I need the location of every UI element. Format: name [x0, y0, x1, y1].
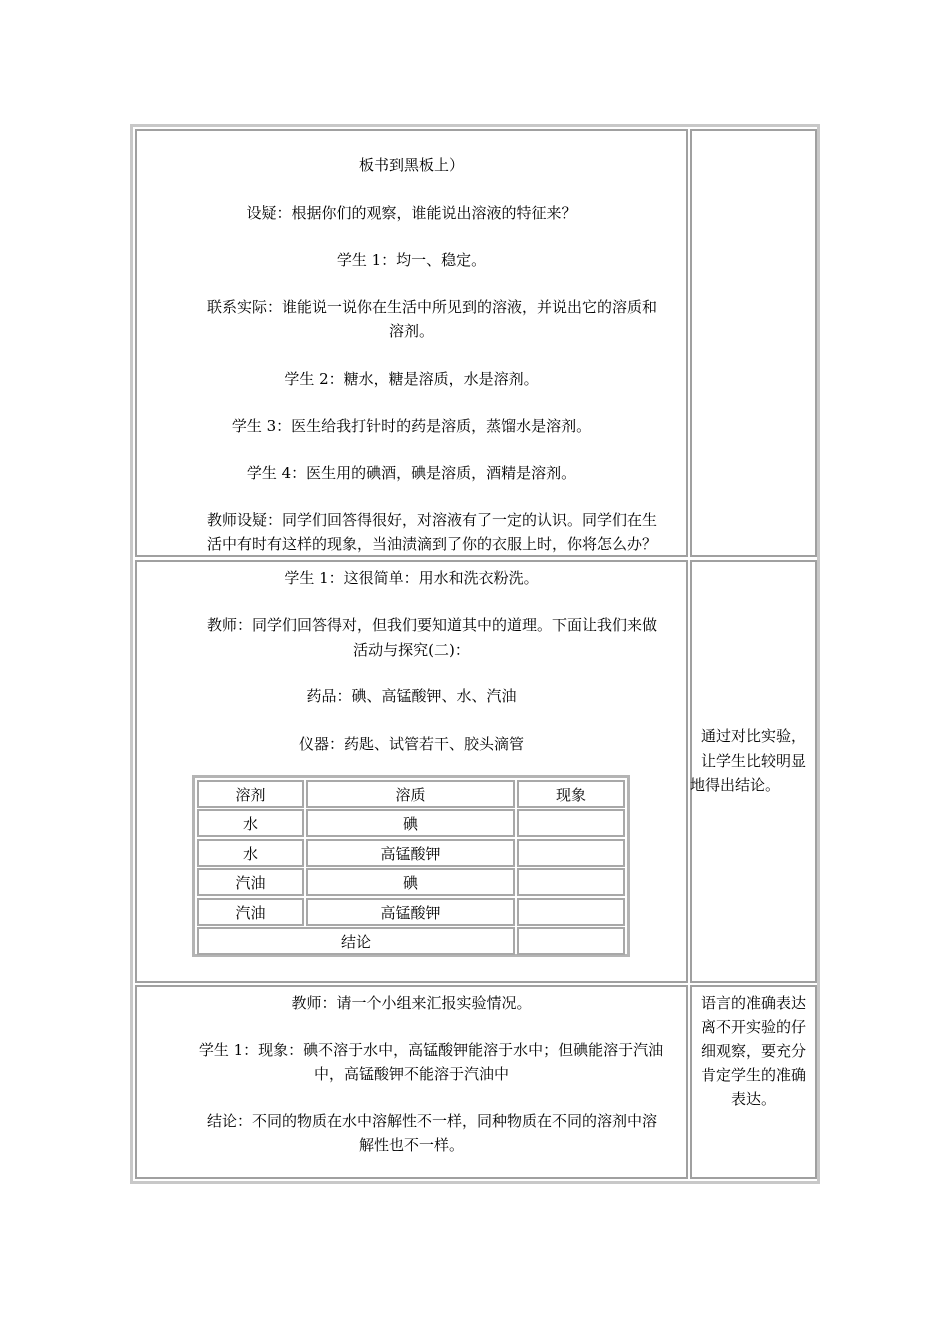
table-cell-solute: 高锰酸钾	[306, 839, 515, 867]
row2-note-line: 让学生比较明显	[700, 752, 806, 770]
row2-line: 药品：碘、高锰酸钾、水、汽油	[306, 687, 517, 705]
row3-content-cell	[135, 985, 688, 1179]
row2-note-line: 通过对比实验，	[700, 727, 806, 745]
row2-line: 教师：同学们回答得对，但我们要知道其中的道理。下面让我们来做	[206, 616, 657, 634]
row1-note-cell	[690, 129, 817, 557]
header-phenomenon: 现象	[517, 780, 625, 808]
row3-line: 学生 1：现象：碘不溶于水中，高锰酸钾能溶于水中；但碘能溶于汽油	[198, 1041, 664, 1059]
table-cell-solute: 碘	[306, 868, 515, 896]
row2-line: 活动与探究(二)：	[353, 641, 470, 659]
row1-line: 学生 4：医生用的碘酒，碘是溶质，酒精是溶剂。	[246, 464, 577, 482]
row1-line: 学生 1：均一、稳定。	[336, 251, 487, 269]
row3-note-line: 离不开实验的仔	[700, 1018, 806, 1036]
table-cell-solute: 碘	[306, 809, 515, 837]
row2-note-cell	[690, 560, 817, 983]
row3-note-line: 肯定学生的准确	[700, 1066, 806, 1084]
table-conclusion-label: 结论	[197, 927, 515, 955]
row1-line: 学生 2：糖水，糖是溶质，水是溶剂。	[284, 370, 539, 388]
row1-line: 学生 3：医生给我打针时的药是溶质，蒸馏水是溶剂。	[231, 417, 592, 435]
table-cell-solvent: 水	[197, 809, 304, 837]
row3-line: 教师：请一个小组来汇报实验情况。	[291, 994, 532, 1012]
table-cell-phenomenon	[517, 868, 625, 896]
row3-line: 中，高锰酸钾不能溶于汽油中	[313, 1065, 509, 1083]
table-cell-solvent: 水	[197, 839, 304, 867]
row1-line: 活中有时有这样的现象，当油渍滴到了你的衣服上时，你将怎么办？	[206, 535, 657, 553]
row3-line: 结论：不同的物质在水中溶解性不一样，同种物质在不同的溶剂中溶	[206, 1112, 657, 1130]
row3-note-line: 细观察，要充分	[700, 1042, 806, 1060]
row1-line: 联系实际：谁能说一说你在生活中所见到的溶液，并说出它的溶质和	[206, 298, 657, 316]
row1-line: 设疑：根据你们的观察，谁能说出溶液的特征来？	[246, 204, 577, 222]
row3-note-line: 语言的准确表达	[700, 994, 806, 1012]
table-cell-phenomenon	[517, 898, 625, 926]
row1-line: 教师设疑：同学们回答得很好，对溶液有了一定的认识。同学们在生	[206, 511, 657, 529]
row1-line: 溶剂。	[388, 322, 434, 340]
row2-line: 学生 1：这很简单：用水和洗衣粉洗。	[284, 569, 539, 587]
table-conclusion-value	[517, 927, 625, 955]
row2-line: 仪器：药匙、试管若干、胶头滴管	[298, 735, 524, 753]
header-solvent: 溶剂	[197, 780, 304, 808]
table-cell-solute: 高锰酸钾	[306, 898, 515, 926]
header-solute: 溶质	[306, 780, 515, 808]
row3-note-cell	[690, 985, 817, 1179]
row3-note-line: 表达。	[730, 1090, 776, 1108]
row1-content-cell	[135, 129, 688, 557]
table-cell-phenomenon	[517, 809, 625, 837]
row2-note-line: 地得出结论。	[690, 776, 781, 794]
row1-line: 板书到黑板上）	[358, 156, 464, 174]
table-cell-solvent: 汽油	[197, 868, 304, 896]
row3-line: 解性也不一样。	[358, 1136, 464, 1154]
table-cell-solvent: 汽油	[197, 898, 304, 926]
table-cell-phenomenon	[517, 839, 625, 867]
